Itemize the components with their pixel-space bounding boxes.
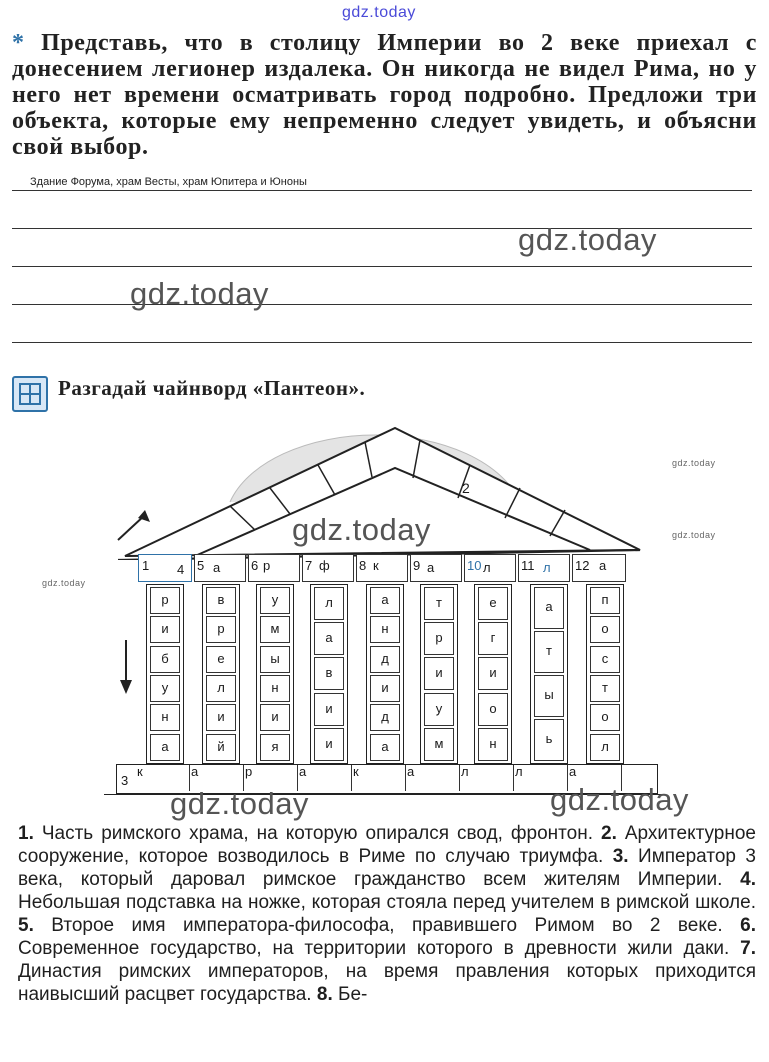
column-5-cell[interactable]: а — [370, 734, 400, 761]
base-cell[interactable]: а — [407, 765, 460, 791]
column-6 — [420, 584, 458, 764]
cell-top-12[interactable]: 12 а — [572, 554, 626, 582]
watermark-small-3: gdz.today — [42, 578, 86, 588]
column-2-cell[interactable]: в — [206, 587, 236, 614]
clue-text-5: Второе имя императора-философа, правившего Римом во 2 веке. — [33, 915, 741, 936]
column-4 — [310, 584, 348, 764]
column-9-cell[interactable]: п — [590, 587, 620, 614]
column-3-cell[interactable]: и — [260, 704, 290, 731]
column-8-cell[interactable]: ь — [534, 719, 564, 761]
clue-text-1: Часть римского храма, на которую опирался свод, фронтон. — [33, 823, 602, 844]
down-arrow-icon — [118, 640, 134, 696]
answer-line-4 — [12, 304, 752, 305]
watermark-1: gdz.today — [518, 222, 657, 257]
column-1-cell[interactable]: б — [150, 646, 180, 673]
cell-top-8[interactable]: 8 к — [356, 554, 408, 582]
cell-top-1[interactable]: 1 4 — [138, 554, 192, 582]
base-cell[interactable]: а — [191, 765, 244, 791]
column-3-cell[interactable]: н — [260, 675, 290, 702]
column-2-cell[interactable]: р — [206, 616, 236, 643]
cell-top-9[interactable]: 9 а — [410, 554, 462, 582]
clue-num-2: 2. — [601, 823, 617, 844]
column-5-cell[interactable]: а — [370, 587, 400, 614]
clue-text-6: Современное государство, на территории которого в древности жили даки. — [18, 938, 741, 959]
column-7-cell[interactable]: н — [478, 728, 508, 761]
base-cell[interactable]: к — [353, 765, 406, 791]
base-cell[interactable]: к — [137, 765, 190, 791]
watermark-small-2: gdz.today — [672, 530, 716, 540]
column-7-cell[interactable]: е — [478, 587, 508, 620]
base-cell[interactable]: а — [569, 765, 622, 791]
column-9-cell[interactable]: л — [590, 734, 620, 761]
crossword-top-row — [138, 554, 638, 582]
pediment-number: 2 — [462, 480, 470, 496]
column-2-cell[interactable]: и — [206, 704, 236, 731]
column-5-cell[interactable]: д — [370, 704, 400, 731]
clue-num-6: 6. — [740, 915, 756, 936]
clues-text — [18, 822, 756, 1006]
column-5-cell[interactable]: д — [370, 646, 400, 673]
column-2-cell[interactable]: л — [206, 675, 236, 702]
clue-num-4: 4. — [740, 869, 756, 890]
column-6-cell[interactable]: у — [424, 693, 454, 726]
task-text — [12, 30, 757, 160]
column-3-cell[interactable]: у — [260, 587, 290, 614]
column-1-cell[interactable]: а — [150, 734, 180, 761]
column-8-cell[interactable]: а — [534, 587, 564, 629]
column-5 — [366, 584, 404, 764]
column-6-cell[interactable]: и — [424, 657, 454, 690]
base-number: 3 — [121, 773, 129, 788]
column-7-cell[interactable]: и — [478, 657, 508, 690]
base-cell[interactable]: л — [461, 765, 514, 791]
column-8 — [530, 584, 568, 764]
answer-text: Здание Форума, храм Весты, храм Юпитера и Юноны — [30, 176, 307, 188]
column-9 — [586, 584, 624, 764]
cell-top-7[interactable]: 7 ф — [302, 554, 354, 582]
cell-top-5[interactable]: 5 а — [194, 554, 246, 582]
clue-text-4: Небольшая подставка на ножке, которая стояла перед учителем в римской школе. — [18, 892, 756, 913]
watermark-2: gdz.today — [130, 276, 269, 311]
column-6-cell[interactable]: т — [424, 587, 454, 620]
column-8-cell[interactable]: ы — [534, 675, 564, 717]
column-9-cell[interactable]: о — [590, 616, 620, 643]
column-2-cell[interactable]: й — [206, 734, 236, 761]
clue-text-3: Император 3 века, который даровал римское гражданство всем жителям Империи. — [18, 846, 756, 890]
clue-text-8: Бе- — [332, 984, 368, 1005]
column-4-cell[interactable]: в — [314, 657, 344, 690]
column-8-cell[interactable]: т — [534, 631, 564, 673]
column-5-cell[interactable]: н — [370, 616, 400, 643]
column-6-cell[interactable]: р — [424, 622, 454, 655]
star-icon: * — [12, 30, 25, 56]
column-2 — [202, 584, 240, 764]
column-1-cell[interactable]: и — [150, 616, 180, 643]
column-3 — [256, 584, 294, 764]
column-7-cell[interactable]: о — [478, 693, 508, 726]
clue-num-3: 3. — [612, 846, 629, 867]
column-9-cell[interactable]: т — [590, 675, 620, 702]
column-3-cell[interactable]: м — [260, 616, 290, 643]
clue-num-8: 8. — [316, 984, 333, 1005]
column-3-cell[interactable]: ы — [260, 646, 290, 673]
cell-top-11[interactable]: 11 л — [518, 554, 570, 582]
column-1 — [146, 584, 184, 764]
cell-top-6[interactable]: 6 р — [248, 554, 300, 582]
column-4-cell[interactable]: а — [314, 622, 344, 655]
column-7 — [474, 584, 512, 764]
base-cell[interactable]: а — [299, 765, 352, 791]
column-3-cell[interactable]: я — [260, 734, 290, 761]
column-7-cell[interactable]: г — [478, 622, 508, 655]
crossword-title: Разгадай чайнворд «Пантеон». — [58, 376, 366, 400]
column-2-cell[interactable]: е — [206, 646, 236, 673]
column-9-cell[interactable]: о — [590, 704, 620, 731]
column-6-cell[interactable]: м — [424, 728, 454, 761]
column-4-cell[interactable]: и — [314, 728, 344, 761]
clue-text-2: Архитектурное сооружение, которое возводилось в Риме по случаю триумфа. — [18, 823, 756, 867]
column-1-cell[interactable]: р — [150, 587, 180, 614]
watermark-top: gdz.today — [342, 4, 416, 21]
answer-line-5 — [12, 342, 752, 343]
crossword-icon — [12, 376, 48, 412]
base-cell[interactable]: р — [245, 765, 298, 791]
watermark-4: gdz.today — [170, 786, 309, 821]
column-1-cell[interactable]: н — [150, 704, 180, 731]
watermark-3: gdz.today — [292, 512, 431, 547]
watermark-small-1: gdz.today — [672, 458, 716, 468]
watermark-5: gdz.today — [550, 782, 689, 817]
cell-top-10[interactable]: 10 л — [464, 554, 516, 582]
column-4-cell[interactable]: и — [314, 693, 344, 726]
clue-num-7: 7. — [740, 938, 756, 959]
column-5-cell[interactable]: и — [370, 675, 400, 702]
answer-line-1 — [12, 190, 752, 191]
column-1-cell[interactable]: у — [150, 675, 180, 702]
column-9-cell[interactable]: с — [590, 646, 620, 673]
base-cell[interactable]: л — [515, 765, 568, 791]
answer-line-3 — [12, 266, 752, 267]
task-body: Представь, что в столицу Империи во 2 веке приехал с донесением легионер издалека. Он никогда не видел Рима, но у него нет времени осматривать город подробно. Предложи три объекта, которые ему непременно следует увидеть, и объясни свой выбор. — [12, 30, 757, 160]
clue-text-7: Династия римских императоров, на время правления которых приходится наивысший расцвет государства. — [18, 961, 756, 1005]
clue-num-5: 5. — [18, 915, 34, 936]
column-4-cell[interactable]: л — [314, 587, 344, 620]
clue-num-1: 1. — [18, 823, 34, 844]
